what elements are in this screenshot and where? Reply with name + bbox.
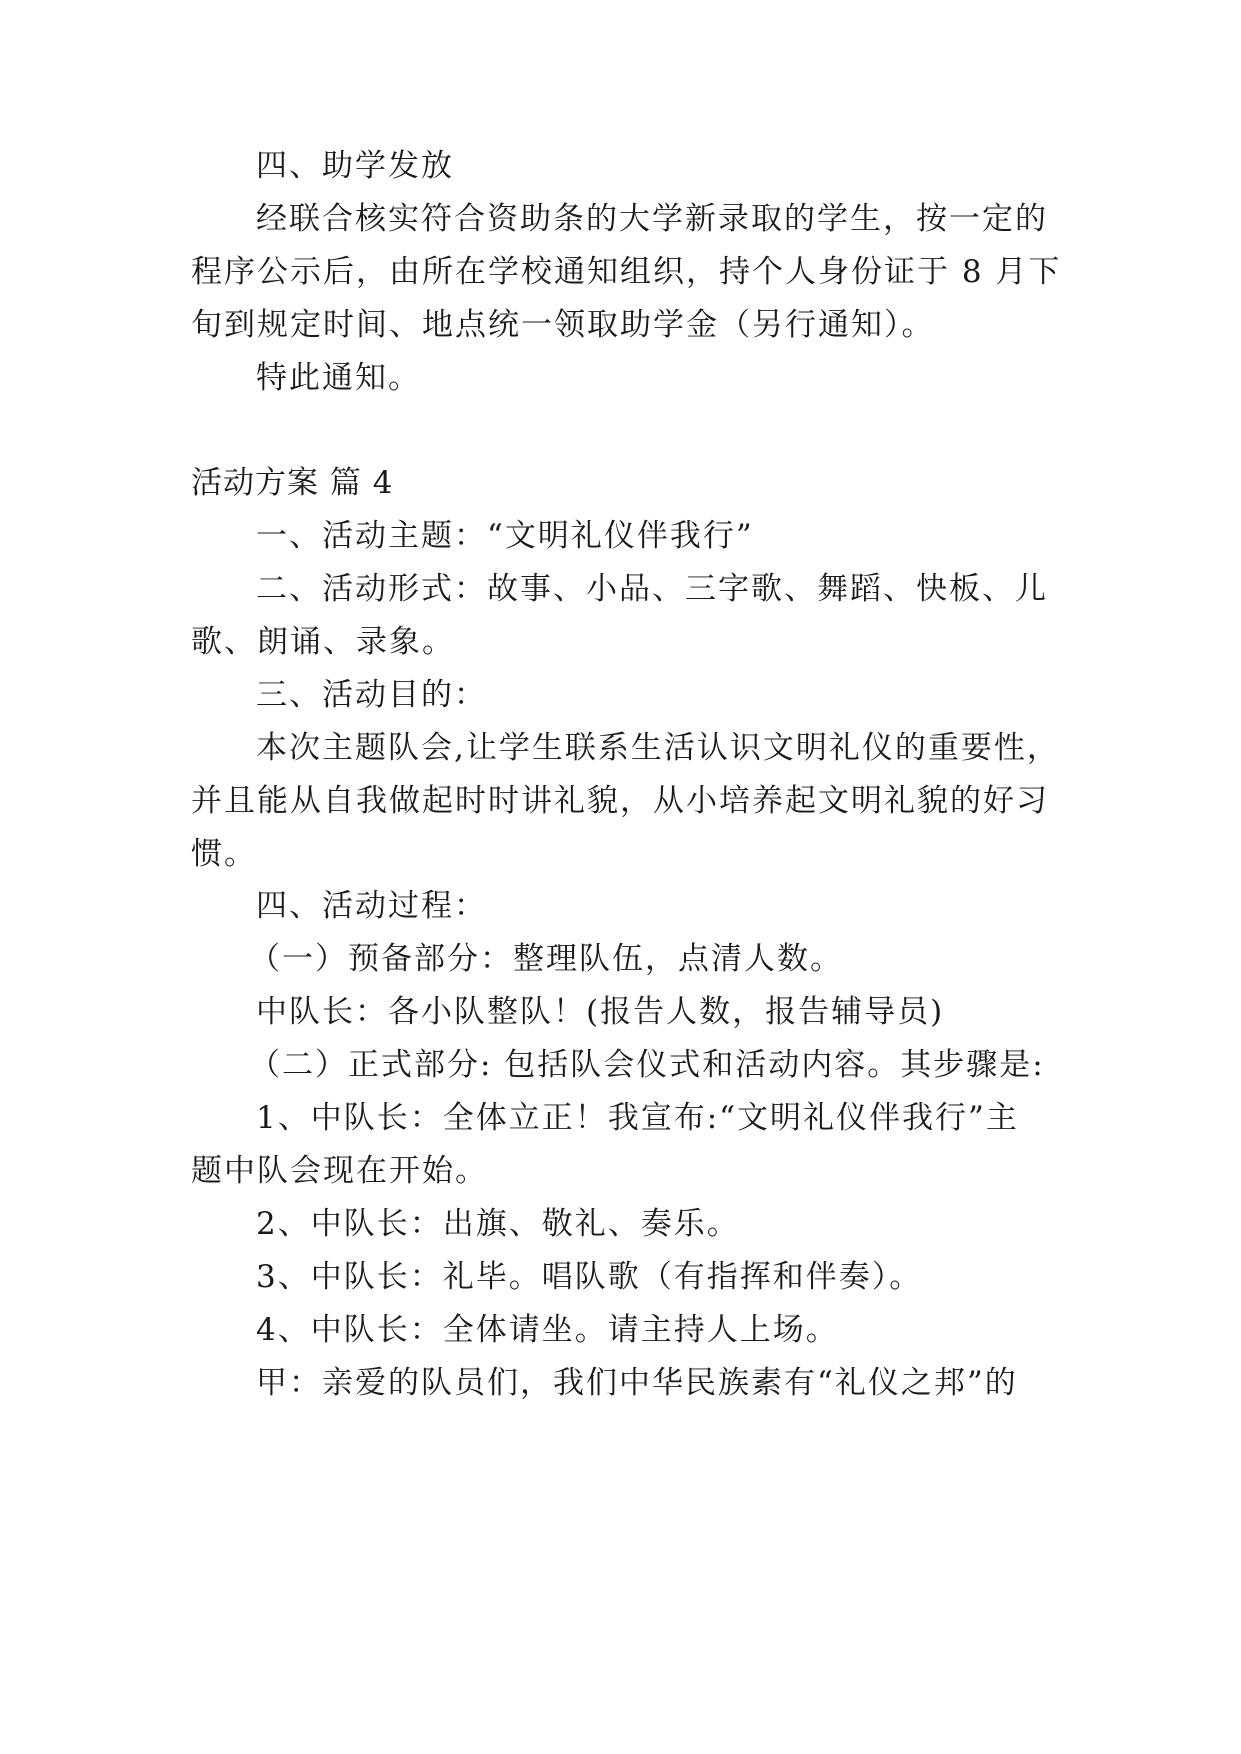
purpose-line: 惯。 xyxy=(191,836,257,872)
step-1-line: 题中队会现在开始。 xyxy=(191,1153,488,1189)
paragraph-line: 程序公示后，由所在学校通知组织，持个人身份证于 8 月下 xyxy=(191,254,1062,290)
process-heading: 四、活动过程： xyxy=(256,888,487,924)
prep-part: （一）预备部分：整理队伍，点清人数。 xyxy=(249,941,843,977)
heading-aid-distribution: 四、助学发放 xyxy=(256,148,454,184)
purpose-heading: 三、活动目的： xyxy=(256,677,487,713)
step-2-line: 2、中队长：出旗、敬礼、奏乐。 xyxy=(256,1206,740,1242)
captain-line: 中队长：各小队整队！(报告人数，报告辅导员) xyxy=(256,994,945,1030)
closing-line: 特此通知。 xyxy=(256,360,421,396)
section-title: 活动方案 篇 4 xyxy=(191,465,394,501)
host-line: 甲：亲爱的队员们，我们中华民族素有“礼仪之邦”的 xyxy=(256,1365,1018,1401)
paragraph-line: 经联合核实符合资助条的大学新录取的学生，按一定的 xyxy=(256,201,1048,237)
formal-part: （二）正式部分: 包括队会仪式和活动内容。其步骤是: xyxy=(249,1047,1045,1083)
activity-form-line: 歌、朗诵、录象。 xyxy=(191,624,455,660)
step-3-line: 3、中队长：礼毕。唱队歌（有指挥和伴奏）。 xyxy=(256,1259,923,1295)
activity-form-line: 二、活动形式：故事、小品、三字歌、舞蹈、快板、儿 xyxy=(256,571,1048,607)
step-4-line: 4、中队长：全体请坐。请主持人上场。 xyxy=(256,1312,839,1348)
purpose-line: 并且能从自我做起时时讲礼貌，从小培养起文明礼貌的好习 xyxy=(191,783,1049,819)
step-1-line: 1、中队长：全体立正！我宣布:“文明礼仪伴我行”主 xyxy=(256,1100,1019,1136)
purpose-line: 本次主题队会,让学生联系生活认识文明礼仪的重要性， xyxy=(256,730,1060,766)
activity-theme: 一、活动主题：“文明礼仪伴我行” xyxy=(256,518,754,554)
paragraph-line: 旬到规定时间、地点统一领取助学金（另行通知）。 xyxy=(191,307,935,343)
